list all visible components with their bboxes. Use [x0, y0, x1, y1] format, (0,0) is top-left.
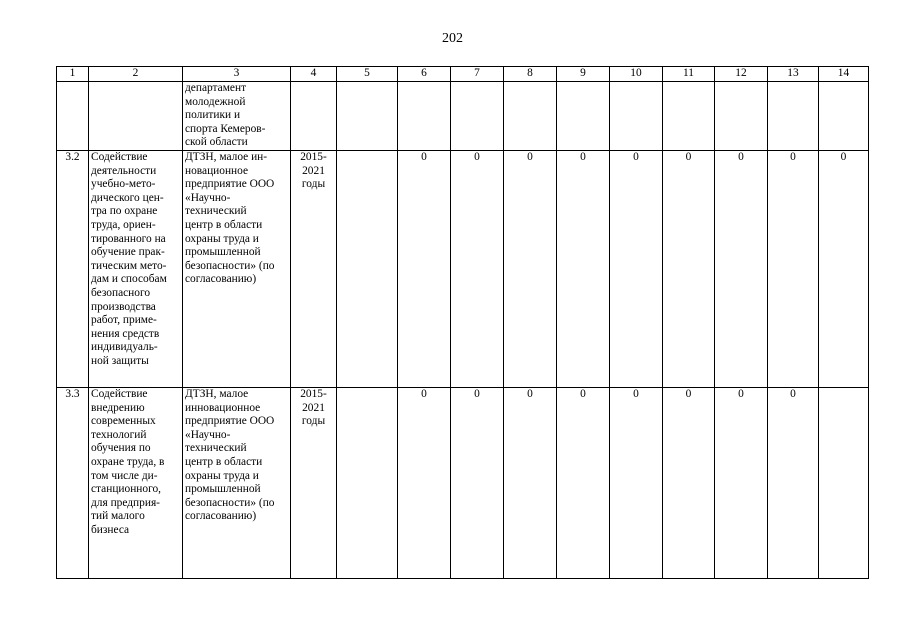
column-number-12: 12 — [715, 67, 768, 82]
column-number-8: 8 — [504, 67, 557, 82]
column-number-5: 5 — [337, 67, 398, 82]
cell-col-13 — [768, 82, 819, 151]
cell-col-12: 0 — [715, 151, 768, 388]
measure-text: Содействие внедрению современных технологий обучения по охране труда, в том числе ди- станционного, для предприя- тий малого бизнеса — [89, 388, 183, 579]
period-text — [291, 82, 337, 151]
column-number-6: 6 — [398, 67, 451, 82]
column-number-9: 9 — [557, 67, 610, 82]
cell-col-13: 0 — [768, 388, 819, 579]
column-number-1: 1 — [57, 67, 89, 82]
period-text: 2015- 2021 годы — [291, 151, 337, 388]
column-number-10: 10 — [610, 67, 663, 82]
cell-col-5 — [337, 151, 398, 388]
cell-col-7 — [451, 82, 504, 151]
column-number-11: 11 — [663, 67, 715, 82]
cell-col-10: 0 — [610, 388, 663, 579]
cell-col-12 — [715, 82, 768, 151]
column-number-7: 7 — [451, 67, 504, 82]
table-row — [57, 151, 869, 388]
cell-col-7: 0 — [451, 388, 504, 579]
cell-col-6: 0 — [398, 151, 451, 388]
cell-col-14 — [819, 388, 869, 579]
measure-text — [89, 82, 183, 151]
cell-col-8: 0 — [504, 388, 557, 579]
cell-col-10: 0 — [610, 151, 663, 388]
table-row — [57, 82, 869, 151]
cell-col-8 — [504, 82, 557, 151]
executor-text: ДТЗН, малое инновационное предприятие ООО «Научно- технический центр в области охраны труда и промышленной безопасности» (по согласованию) — [183, 388, 291, 579]
measures-table — [56, 66, 869, 579]
cell-col-9: 0 — [557, 388, 610, 579]
cell-col-6: 0 — [398, 388, 451, 579]
cell-col-11 — [663, 82, 715, 151]
column-number-13: 13 — [768, 67, 819, 82]
cell-col-11: 0 — [663, 388, 715, 579]
cell-col-12: 0 — [715, 388, 768, 579]
cell-col-11: 0 — [663, 151, 715, 388]
executor-text: ДТЗН, малое ин- новационное предприятие ООО «Научно- технический центр в области охраны труда и промышленной безопасности» (по согласованию) — [183, 151, 291, 388]
cell-col-13: 0 — [768, 151, 819, 388]
column-number-3: 3 — [183, 67, 291, 82]
column-number-2: 2 — [89, 67, 183, 82]
cell-col-14: 0 — [819, 151, 869, 388]
column-number-4: 4 — [291, 67, 337, 82]
cell-col-8: 0 — [504, 151, 557, 388]
column-number-row — [57, 67, 869, 82]
cell-col-5 — [337, 388, 398, 579]
row-number: 3.3 — [57, 388, 89, 579]
cell-col-9 — [557, 82, 610, 151]
page-number: 202 — [442, 31, 463, 46]
table-row — [57, 388, 869, 579]
cell-col-6 — [398, 82, 451, 151]
period-text: 2015- 2021 годы — [291, 388, 337, 579]
cell-col-5 — [337, 82, 398, 151]
measure-text: Содействие деятельности учебно-мето- дического цен- тра по охране труда, ориен- тированного на обучение прак- тическим мето- дам и способам безопасного производства работ, приме- нения средств индивидуаль- ной защиты — [89, 151, 183, 388]
row-number — [57, 82, 89, 151]
cell-col-10 — [610, 82, 663, 151]
cell-col-7: 0 — [451, 151, 504, 388]
row-number: 3.2 — [57, 151, 89, 388]
column-number-14: 14 — [819, 67, 869, 82]
executor-text: департамент молодежной политики и спорта Кемеров- ской области — [183, 82, 291, 151]
cell-col-9: 0 — [557, 151, 610, 388]
cell-col-14 — [819, 82, 869, 151]
